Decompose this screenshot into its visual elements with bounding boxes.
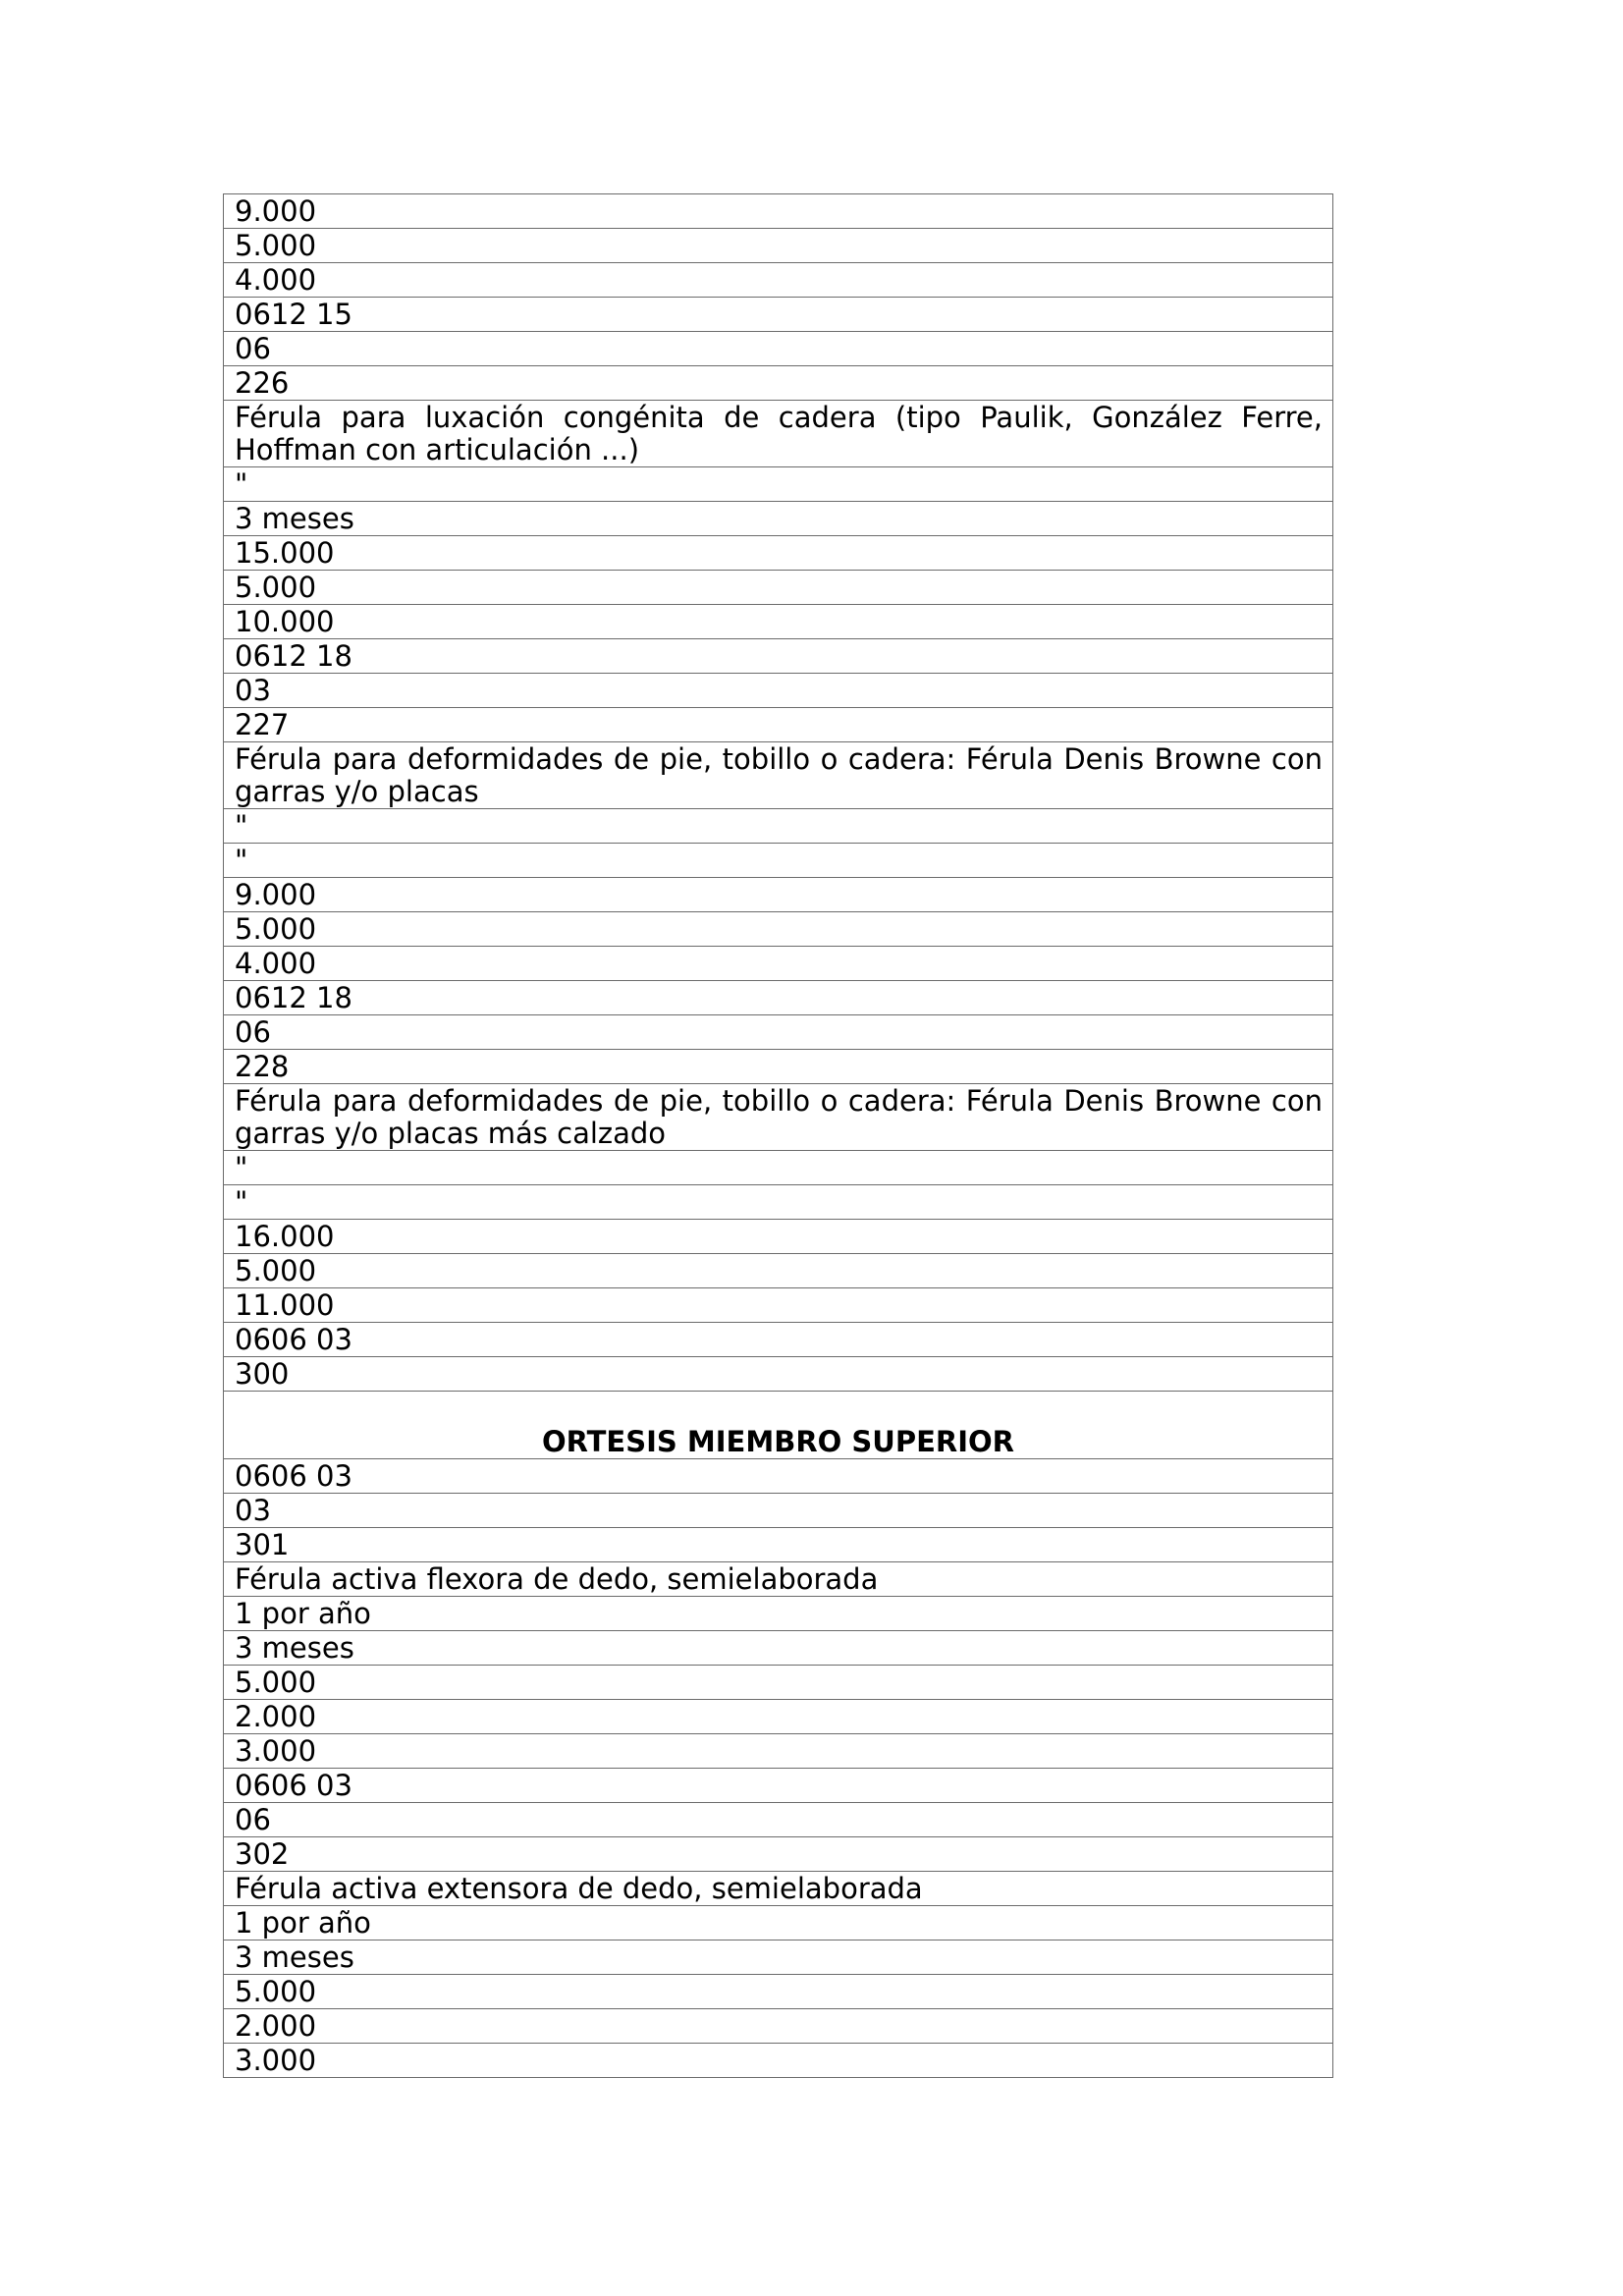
table-row (224, 332, 1333, 366)
table-cell: " (224, 467, 1333, 502)
table-row (224, 1288, 1333, 1323)
table-row (224, 263, 1333, 298)
table-cell: 3 meses (224, 1631, 1333, 1666)
table-row (224, 1084, 1333, 1151)
section-heading-row (224, 1392, 1333, 1459)
table-row (224, 1562, 1333, 1597)
table-cell: 5.000 (224, 912, 1333, 947)
table-row (224, 1151, 1333, 1185)
table-row (224, 502, 1333, 536)
table-row (224, 1494, 1333, 1528)
table-cell: 3 meses (224, 502, 1333, 536)
table-row (224, 1597, 1333, 1631)
table-cell: 4.000 (224, 263, 1333, 298)
table-row (224, 1323, 1333, 1357)
table-cell: 16.000 (224, 1220, 1333, 1254)
table-row (224, 1975, 1333, 2009)
table-cell: 1 por año (224, 1597, 1333, 1631)
table-cell: Férula para luxación congénita de cadera (tipo Paulik, González Ferre, Hoffman con articulación ...) (224, 401, 1333, 467)
table-cell: " (224, 1151, 1333, 1185)
table-cell: 5.000 (224, 571, 1333, 605)
table-cell: Férula para deformidades de pie, tobillo o cadera: Férula Denis Browne con garras y/o placas más calzado (224, 1084, 1333, 1151)
table-cell: 5.000 (224, 1254, 1333, 1288)
table-cell: 9.000 (224, 878, 1333, 912)
table-row (224, 1941, 1333, 1975)
table-cell: 11.000 (224, 1288, 1333, 1323)
table-cell: 06 (224, 332, 1333, 366)
table-row (224, 1220, 1333, 1254)
table-cell: 4.000 (224, 947, 1333, 981)
table-row (224, 844, 1333, 878)
table-cell: 5.000 (224, 1975, 1333, 2009)
table-cell: 5.000 (224, 1666, 1333, 1700)
table-row (224, 912, 1333, 947)
table-cell: 1 por año (224, 1906, 1333, 1941)
table-cell: 03 (224, 674, 1333, 708)
table-cell: 300 (224, 1357, 1333, 1392)
table-row (224, 639, 1333, 674)
table-cell: 10.000 (224, 605, 1333, 639)
table-cell: 0606 03 (224, 1323, 1333, 1357)
table-row (224, 878, 1333, 912)
table-row (224, 809, 1333, 844)
table-cell: 15.000 (224, 536, 1333, 571)
table-row (224, 366, 1333, 401)
table-row (224, 1459, 1333, 1494)
table-row (224, 1528, 1333, 1562)
table-row (224, 947, 1333, 981)
table-cell: 301 (224, 1528, 1333, 1562)
table-row (224, 1803, 1333, 1837)
table-cell: 5.000 (224, 229, 1333, 263)
table-row (224, 1050, 1333, 1084)
table-row (224, 1734, 1333, 1769)
table-cell: " (224, 1185, 1333, 1220)
table-row (224, 1254, 1333, 1288)
table-row (224, 1631, 1333, 1666)
table-cell: 2.000 (224, 1700, 1333, 1734)
table-cell: 0606 03 (224, 1459, 1333, 1494)
table-cell: 0612 18 (224, 981, 1333, 1015)
table-row (224, 229, 1333, 263)
table-row (224, 1015, 1333, 1050)
section-heading: ORTESIS MIEMBRO SUPERIOR (224, 1392, 1333, 1459)
table-cell: 0612 18 (224, 639, 1333, 674)
table-cell: 302 (224, 1837, 1333, 1872)
table-cell: 0606 03 (224, 1769, 1333, 1803)
table-cell: 0612 15 (224, 298, 1333, 332)
table-row (224, 1906, 1333, 1941)
table-row (224, 981, 1333, 1015)
table-row (224, 1872, 1333, 1906)
table-cell: 3 meses (224, 1941, 1333, 1975)
table-body (224, 194, 1333, 2078)
table-row (224, 1837, 1333, 1872)
table-cell: Férula activa extensora de dedo, semielaborada (224, 1872, 1333, 1906)
table-row (224, 298, 1333, 332)
table-cell: 2.000 (224, 2009, 1333, 2044)
table-cell: Férula para deformidades de pie, tobillo o cadera: Férula Denis Browne con garras y/o placas (224, 742, 1333, 809)
table-row (224, 674, 1333, 708)
table-row (224, 1666, 1333, 1700)
table-cell: 03 (224, 1494, 1333, 1528)
table-cell: " (224, 809, 1333, 844)
table-cell: 9.000 (224, 194, 1333, 229)
table-row (224, 2009, 1333, 2044)
table-row (224, 1769, 1333, 1803)
table-row (224, 708, 1333, 742)
table-cell: Férula activa flexora de dedo, semielaborada (224, 1562, 1333, 1597)
table-cell: 06 (224, 1803, 1333, 1837)
table-row (224, 401, 1333, 467)
table-cell: 226 (224, 366, 1333, 401)
document-table (223, 193, 1333, 2078)
table-row (224, 742, 1333, 809)
table-cell: 227 (224, 708, 1333, 742)
table-row (224, 571, 1333, 605)
table-row (224, 194, 1333, 229)
table-cell: 3.000 (224, 1734, 1333, 1769)
table-row (224, 1357, 1333, 1392)
table-cell: 3.000 (224, 2044, 1333, 2078)
table-row (224, 1700, 1333, 1734)
table-row (224, 2044, 1333, 2078)
table-row (224, 605, 1333, 639)
table-row (224, 1185, 1333, 1220)
table-cell: " (224, 844, 1333, 878)
table-cell: 228 (224, 1050, 1333, 1084)
table-row (224, 536, 1333, 571)
table-cell: 06 (224, 1015, 1333, 1050)
table-row (224, 467, 1333, 502)
